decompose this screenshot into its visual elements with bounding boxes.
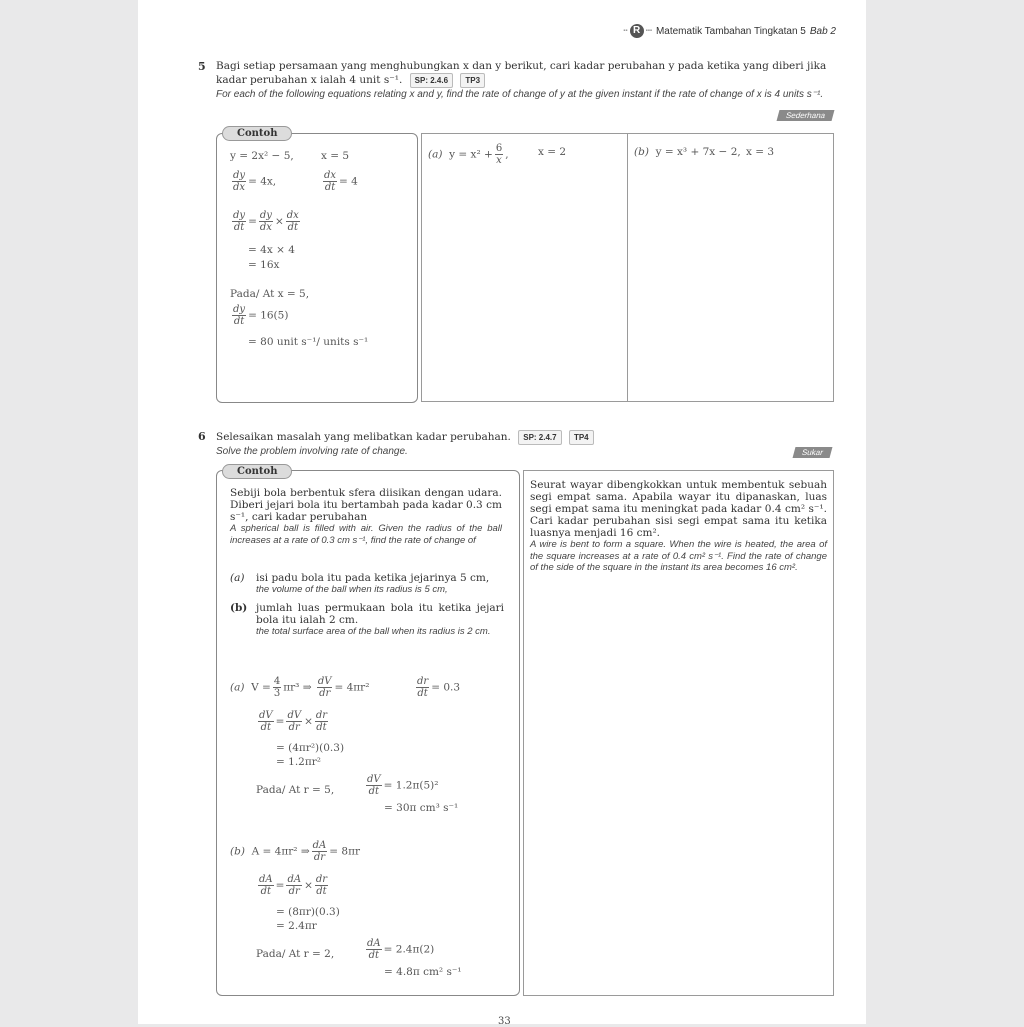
example-q5-result: = 16x (248, 259, 280, 271)
solution-b-substitute: $\frac{dA}{dt}$ = 2.4π(2) (367, 938, 435, 961)
question-5-malay: Bagi setiap persamaan yang menghubungkan x dan y berikut, cari kadar perubahan y pada ketika yang diberi jika kadar perubahan x ialah 4 unit s⁻¹. (216, 60, 827, 86)
solution-a-pada: Pada/ At r = 5, (256, 784, 335, 796)
q5-part-b-condition: x = 3 (746, 146, 775, 158)
solution-b-sub: = (8πr)(0.3) (276, 906, 340, 918)
solution-b-chain-rule: $\frac{dA}{dt}$ = $\frac{dA}{dr}$ × $\frac{dr}{dt}$ (259, 874, 328, 897)
answer-box-b (627, 133, 834, 402)
question-6-english: Solve the problem involving rate of change. (216, 446, 408, 457)
example-q6-part-a: isi padu bola itu pada ketika jejarinya 5 cm, the volume of the ball when its radius is 5 cm, (256, 572, 490, 595)
q5-part-b: (b) y = x³ + 7x − 2, (634, 146, 741, 158)
q5-part-a: (a) y = x² + $\frac{6}{x}$ , (428, 143, 509, 166)
example-q5-dydx: $\frac{dy}{dx}$ = 4x, (233, 170, 277, 193)
example-q6-part-b: jumlah luas permukaan bola itu ketika jejari bola itu ialah 2 cm. the total surface area of the ball when its radius is 2 cm. (256, 602, 504, 637)
sp-badge-q6: SP: 2.4.7 (518, 430, 561, 445)
example-q6-intro (230, 487, 502, 546)
question-5-english: For each of the following equations relating x and y, find the rate of change of y at the given instant if the rate of change of x is 4 units s⁻¹. (216, 89, 824, 100)
solution-a-chain-rule: $\frac{dV}{dt}$ = $\frac{dV}{dr}$ × $\frac{dr}{dt}$ (259, 710, 328, 733)
question-5-text (216, 60, 836, 101)
book-title: Matematik Tambahan Tingkatan 5 (655, 25, 806, 37)
question-6-malay: Selesaikan masalah yang melibatkan kadar perubahan. (216, 431, 511, 443)
contoh-label-q5: Contoh (222, 126, 292, 141)
sp-badge: SP: 2.4.6 (410, 73, 453, 88)
example-q6-part-a-label: (a) (230, 572, 245, 584)
example-q5-chain-rule: $\frac{dy}{dt}$ = $\frac{dy}{dx}$ × $\frac{dx}{dt}$ (233, 210, 299, 233)
answer-box-a (421, 133, 628, 402)
question-6-number: 6 (198, 430, 206, 443)
example-q5-final: = 80 unit s⁻¹/ units s⁻¹ (248, 336, 369, 348)
q6-problem-malay: Seurat wayar dibengkokkan untuk membentuk sebuah segi empat sama. Apabila wayar itu dipanaskan, luas segi empat sama itu meningkat pada kadar 0.4 cm² s⁻¹. Cari kadar perubahan sisi segi empat sama itu ketika luasnya menjadi 16 cm². (530, 479, 827, 539)
page-number: 33 (498, 1016, 511, 1027)
example-q5-substitute: $\frac{dy}{dt}$ = 16(5) (233, 304, 289, 327)
question-6-text (216, 430, 816, 458)
chapter-label: Bab 2 (809, 25, 836, 37)
example-q5-pada: Pada/ At x = 5, (230, 288, 310, 300)
solution-b-final: = 4.8π cm² s⁻¹ (384, 966, 462, 978)
example-q5-chain-sub: = 4x × 4 (248, 244, 295, 256)
contoh-label-q6: Contoh (222, 464, 292, 479)
example-q6-intro-malay: Sebiji bola berbentuk sfera diisikan dengan udara. Diberi jejari bola itu bertambah pada kadar 0.3 cm s⁻¹, cari kadar perubahan (230, 487, 502, 523)
question-5-number: 5 (198, 60, 206, 73)
solution-b-pada: Pada/ At r = 2, (256, 948, 335, 960)
publisher-logo: ▪▪ R ▪▪▪ (623, 25, 652, 36)
solution-a-result: = 1.2πr² (276, 756, 321, 768)
example-q5-x-value: x = 5 (321, 150, 350, 162)
solution-a-final: = 30π cm³ s⁻¹ (384, 802, 459, 814)
solution-b-result: = 2.4πr (276, 920, 317, 932)
example-q6-intro-english: A spherical ball is filled with air. Given the radius of the ball increases at a rate of 0.3 cm s⁻¹, find the rate of change of (230, 523, 502, 546)
q6-problem-english: A wire is bent to form a square. When the wire is heated, the area of the square increases at a rate of 0.4 cm² s⁻¹. Find the rate of change of the side of the square in the instant its area becomes 16 cm². (530, 539, 827, 573)
example-box-q6 (216, 470, 520, 996)
solution-a-substitute: $\frac{dV}{dt}$ = 1.2π(5)² (367, 774, 439, 797)
q6-problem (530, 479, 827, 574)
textbook-page (138, 0, 866, 1027)
solution-b-area: (b) A = 4πr² ⇒ $\frac{dA}{dr}$ = 8πr (230, 840, 360, 863)
page-header (623, 24, 836, 38)
solution-a-drdt: $\frac{dr}{dt}$ = 0.3 (417, 676, 461, 699)
solution-a-volume: (a) V = $\frac{4}{3}$ πr³ ⇒ $\frac{dV}{dr}$ = 4πr² (230, 676, 370, 699)
example-q6-part-b-label: (b) (230, 602, 248, 614)
difficulty-badge-sederhana: Sederhana (777, 110, 835, 121)
tp-badge: TP3 (460, 73, 485, 88)
tp-badge-q6: TP4 (569, 430, 594, 445)
q5-part-a-condition: x = 2 (538, 146, 567, 158)
difficulty-badge-sukar: Sukar (793, 447, 833, 458)
example-q5-dxdt: $\frac{dx}{dt}$ = 4 (324, 170, 358, 193)
example-q5-line1: y = 2x² − 5, (230, 150, 294, 162)
solution-a-sub: = (4πr²)(0.3) (276, 742, 345, 754)
